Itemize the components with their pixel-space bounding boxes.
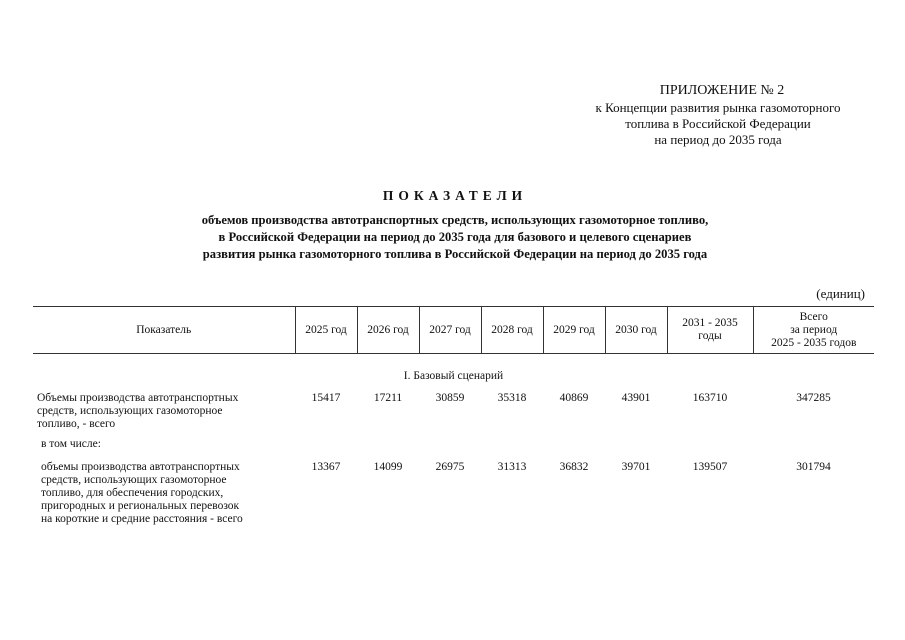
subheading-line: развития рынка газомоторного топлива в Российской Федерации на период до 2035 года (202, 247, 708, 261)
row-label-line: на короткие и средние расстояния - всего (41, 513, 243, 525)
including-label: в том числе: (41, 438, 101, 450)
document-heading (0, 188, 905, 204)
cell-2031-2035: 163710 (692, 392, 728, 404)
table-header-row (33, 307, 874, 354)
header-total (753, 307, 874, 354)
appendix-line: топлива в Российской Федерации (625, 116, 811, 131)
cell-total: 301794 (796, 461, 831, 473)
row-label-line: топливо, для обеспечения городских, (41, 487, 224, 499)
cell-2030: 39701 (621, 461, 651, 473)
units-label: (единиц) (816, 286, 865, 301)
appendix-line: на период до 2035 года (654, 132, 782, 147)
cell-2029: 40869 (559, 392, 589, 404)
appendix-line: к Концепции развития рынка газомоторного (595, 100, 841, 115)
header-2025: 2025 год (295, 307, 357, 354)
subheading-line: объемов производства автотранспортных средств, использующих газомоторное топливо, (201, 213, 709, 227)
heading-title: ПОКАЗАТЕЛИ (382, 188, 528, 203)
header-2027: 2027 год (419, 307, 481, 354)
cell-2031-2035: 139507 (692, 461, 728, 473)
row-label (33, 461, 295, 526)
cell-2027: 30859 (435, 392, 465, 404)
cell-2027: 26975 (435, 461, 465, 473)
cell-2026: 14099 (373, 461, 403, 473)
cell-2028: 31313 (497, 461, 527, 473)
row-label-line: объемы производства автотранспортных (41, 461, 240, 473)
header-2026: 2026 год (357, 307, 419, 354)
row-label-line: топливо, - всего (37, 418, 116, 430)
header-range-line: 2031 - 2035 (682, 317, 738, 329)
indicators-table (33, 306, 874, 526)
header-2029: 2029 год (543, 307, 605, 354)
header-total-line: Всего (799, 310, 828, 323)
cell-2026: 17211 (373, 392, 403, 404)
header-indicator: Показатель (33, 307, 295, 354)
row-label-line: Объемы производства автотранспортных (37, 392, 239, 404)
row-label-line: средств, использующих газомоторное (37, 405, 223, 417)
appendix-title: ПРИЛОЖЕНИЕ № 2 (659, 83, 785, 98)
cell-2025: 15417 (311, 392, 341, 404)
row-label-line: средств, использующих газомоторное (41, 474, 227, 486)
table-row (33, 392, 874, 438)
row-label (33, 392, 295, 438)
header-total-line: 2025 - 2035 годов (771, 336, 857, 349)
table-row (33, 461, 874, 526)
header-2031-2035 (667, 307, 753, 354)
table-row (33, 438, 874, 461)
header-2028: 2028 год (481, 307, 543, 354)
empty-cell (295, 438, 874, 461)
cell-total: 347285 (796, 392, 831, 404)
header-2030: 2030 год (605, 307, 667, 354)
cell-2028: 35318 (497, 392, 527, 404)
header-range-line: годы (698, 330, 722, 342)
row-label-line: пригородных и региональных перевозок (41, 500, 240, 512)
document-subheading (60, 212, 850, 263)
appendix-block (573, 82, 863, 148)
header-total-line: за период (790, 323, 838, 336)
section-title: I. Базовый сценарий (403, 370, 504, 382)
cell-2029: 36832 (559, 461, 589, 473)
subheading-line: в Российской Федерации на период до 2035 года для базового и целевого сценариев (218, 230, 692, 244)
section-row (33, 354, 874, 393)
cell-2025: 13367 (311, 461, 341, 473)
cell-2030: 43901 (621, 392, 651, 404)
